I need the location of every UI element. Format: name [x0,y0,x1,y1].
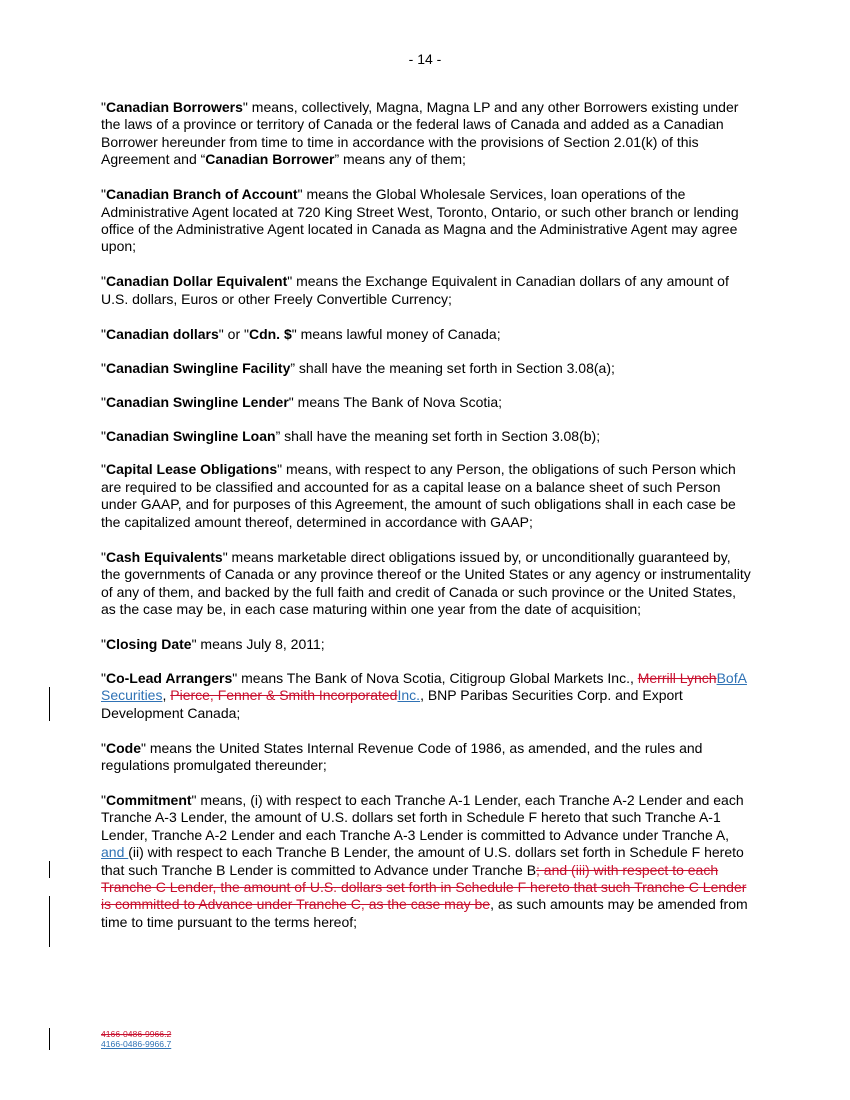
defined-term: Commitment [105,792,192,809]
definition-text: " [101,99,106,115]
definition-canadian-dollars [101,326,753,343]
definition-text: ” means any of them; [334,151,466,168]
definition-text: " means marketable direct obligations issued by, or unconditionally guaranteed by, the governments of Canada or any province thereof or the United States or any agency or instrumentality of any of them, and backed by the full faith and credit of Canada or such province or the United States, as the case may be, in each case maturing within one year from the date of acquisition; [101,548,751,617]
defined-term: Canadian Swingline Loan [105,427,276,444]
defined-term: Canadian Borrowers [105,99,243,115]
definition-text: " [101,669,106,686]
definition-text: " [101,739,106,756]
inserted-document-id: 4166-0486-9966.7 [101,1039,172,1050]
definition-canadian-swingline-lender [101,394,753,411]
definition-text: ” shall have the meaning set forth in Section 3.08(a); [290,359,615,376]
definition-text: " or " [218,325,249,342]
defined-term: Canadian Branch of Account [105,186,298,203]
definition-code [101,740,753,775]
definition-text: , BNP Paribas Securities Corp. and Export Development Canada; [101,687,683,721]
defined-term: Capital Lease Obligations [105,461,278,478]
definition-text: " [101,548,106,565]
definition-text: " [101,393,106,410]
definition-text: (ii) with respect to each Tranche B Lender, the amount of U.S. dollars set forth in Schedule F hereto that such Tranche B Lender is committed to Advance under Tranche B [101,844,744,878]
deleted-text: Pierce, Fenner & Smith Incorporated [170,687,398,704]
definition-canadian-dollar-equivalent [101,273,753,308]
definition-canadian-borrowers [101,99,753,169]
change-bar [49,861,50,878]
definition-text: " [101,186,106,203]
document-body [101,99,753,949]
definition-canadian-swingline-facility [101,360,753,377]
defined-term: Code [105,739,141,756]
definition-canadian-branch-of-account [101,186,753,256]
definition-cash-equivalents [101,549,753,619]
defined-term: Cash Equivalents [105,548,223,565]
definition-text: " means The Bank of Nova Scotia, Citigroup Global Markets Inc., [232,669,638,686]
definition-text: " means July 8, 2011; [191,635,325,652]
definition-canadian-swingline-loan [101,428,753,445]
definition-text: ” shall have the meaning set forth in Section 3.08(b); [275,427,601,444]
definition-text: " [101,792,106,809]
inserted-text: BofA Securities [101,669,747,704]
change-bar [49,687,50,721]
definition-text: " means the Exchange Equivalent in Canadian dollars of any amount of U.S. dollars, Euros or other Freely Convertible Currency; [101,273,729,307]
inserted-text: Inc. [397,687,421,704]
deleted-document-id: 4166-0486-9966.2 [101,1029,172,1039]
definition-text: " means, collectively, Magna, Magna LP and any other Borrowers existing under the laws of a province or territory of Canada or the federal laws of Canada and added as a Canadian Borrower hereunder from time to time in accordance with the provisions of Section 2.01(k) of this Agreement and “ [101,99,739,168]
inserted-text: and [101,844,129,861]
definition-text: " means the Global Wholesale Services, loan operations of the Administrative Agent located at 720 King Street West, Toronto, Ontario, or such other branch or lending office of the Administrative Agent located in Canada as Magna and the Administrative Agent may agree upon; [101,186,739,255]
definition-capital-lease-obligations [101,461,753,531]
definition-text: " [101,427,106,444]
defined-term: Cdn. $ [248,325,292,342]
defined-term: Closing Date [105,635,192,652]
definition-text: , as such amounts may be amended from time to time pursuant to the terms hereof; [101,896,748,930]
definition-text: " means, with respect to any Person, the obligations of such Person which are required to be classified and accounted for as a capital lease on a balance sheet of such Person under GAAP, and for purposes of this Agreement, the amount of such obligations shall in each case be the capitalized amount thereof, determined in accordance with GAAP; [101,461,736,530]
defined-term: Co-Lead Arrangers [105,669,233,686]
document-id-footer [101,1029,171,1050]
definition-text: " means lawful money of Canada; [291,325,501,342]
defined-term: Canadian Swingline Lender [105,393,289,410]
change-bar [49,1028,50,1050]
definition-text: " [101,325,106,342]
definition-text: " means, (i) with respect to each Tranche A-1 Lender, each Tranche A-2 Lender and each Tranche A-3 Lender, the amount of U.S. dollars set forth in Schedule F hereto that such Tranche A-1 Lender, Tranche A-2 Lender and each Tranche A-3 Lender is committed to Advance under Tranche A, [101,792,744,843]
definition-text: " means the United States Internal Revenue Code of 1986, as amended, and the rules and regulations promulgated thereunder; [101,739,703,774]
definition-closing-date [101,636,753,653]
definition-co-lead-arrangers [101,670,753,722]
definition-text: , [162,687,171,704]
definition-text: " [101,635,106,652]
defined-term: Canadian dollars [105,325,219,342]
definition-text: " means The Bank of Nova Scotia; [288,393,503,410]
defined-term: Canadian Swingline Facility [105,359,291,376]
defined-term: Canadian Borrower [205,151,335,168]
definition-commitment [101,792,753,931]
definition-text: " [101,461,106,478]
deleted-text: Merrill Lynch [637,669,717,686]
definition-text: " [101,273,106,290]
change-bar [49,896,50,947]
definition-text: " [101,359,106,376]
deleted-text: ; and (iii) with respect to each Tranche C Lender, the amount of U.S. dollars set forth in Schedule F hereto that such Tranche C Lender is committed to Advance under Tranche C, as the case may be [101,861,747,913]
defined-term: Canadian Dollar Equivalent [105,273,288,290]
page-number: - 14 - [408,51,442,67]
